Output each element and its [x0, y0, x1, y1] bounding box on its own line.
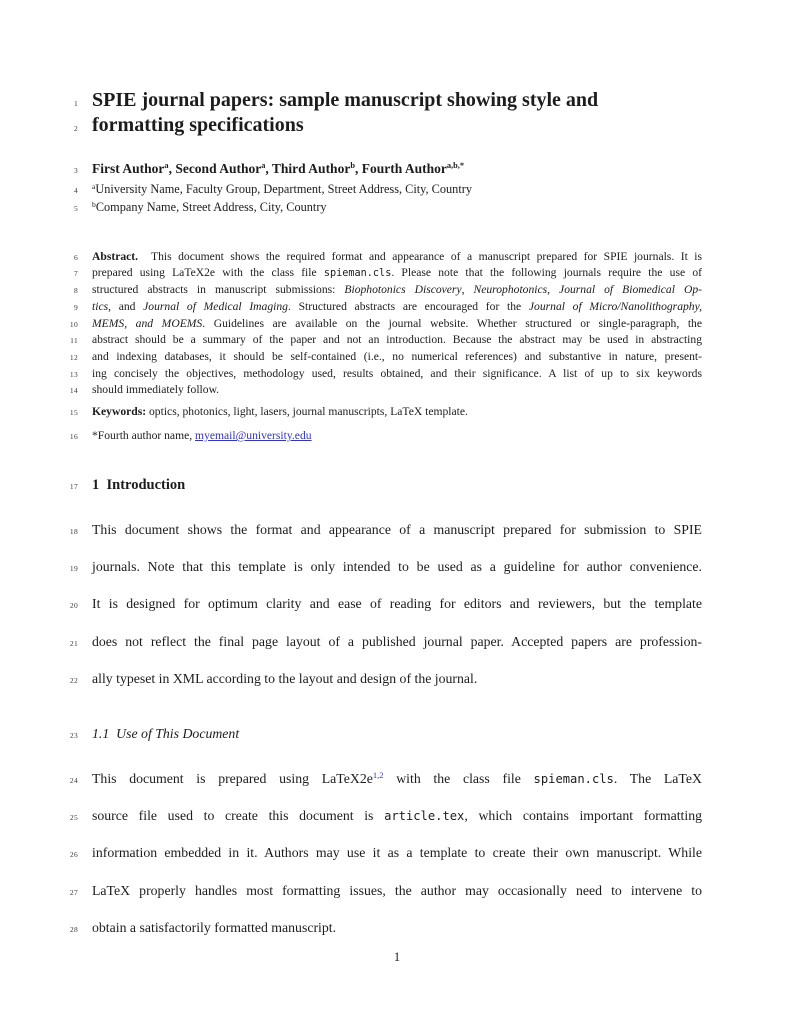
line-text	[92, 477, 185, 494]
doc-line-27	[56, 882, 702, 900]
line-text	[92, 920, 336, 936]
text-segment: ,	[547, 283, 560, 296]
text-segment: ing concisely the objectives, methodology used, results obtained, and their significance. A list of up to six keywords	[92, 367, 702, 380]
text-segment: and indexing databases, it should be self-contained (i.e., no numerical references) and substantive in nature, present-	[92, 350, 702, 363]
text-segment: with the class file	[383, 771, 534, 786]
line-number: 16	[69, 432, 78, 441]
line-text	[92, 283, 702, 296]
line-text	[92, 383, 219, 396]
line-number: 26	[69, 850, 78, 859]
line-text	[92, 300, 702, 313]
doc-line-22	[56, 670, 477, 688]
line-text	[92, 200, 327, 214]
doc-line-8	[56, 280, 702, 298]
line-text	[92, 726, 239, 742]
text-segment: optics, photonics, light, lasers, journal manuscripts, LaTeX template.	[146, 405, 468, 418]
text-segment: a	[164, 161, 169, 171]
email-link[interactable]: myemail@university.edu	[195, 429, 312, 442]
text-segment: b	[350, 161, 355, 171]
text-segment: . The LaTeX	[613, 771, 702, 786]
text-segment: Neurophotonics	[473, 283, 548, 296]
line-text	[92, 161, 464, 177]
doc-line-17	[56, 476, 185, 494]
text-segment: article.tex	[384, 809, 465, 823]
doc-line-19	[56, 558, 702, 576]
line-text	[92, 808, 702, 824]
text-segment: 1 Introduction	[92, 477, 186, 493]
line-number: 8	[73, 286, 78, 295]
doc-line-26	[56, 844, 702, 862]
doc-line-4	[56, 180, 472, 198]
text-segment: . Guidelines are available on the journal website. Whether structured or single-paragraph, the	[202, 317, 702, 330]
text-segment: , and	[108, 300, 144, 313]
text-segment: abstract should be a summary of the paper and not an introduction. Because the abstract may be used in abstracting	[92, 333, 702, 346]
line-number: 28	[69, 925, 78, 934]
line-text	[92, 182, 472, 196]
text-segment: It is designed for optimum clarity and ease of reading for editors and reviewers, but the template	[92, 596, 702, 611]
line-number: 3	[73, 166, 78, 175]
line-number: 21	[69, 639, 78, 648]
line-text	[92, 429, 312, 442]
text-segment: a,b,*	[446, 161, 465, 171]
doc-line-3	[56, 160, 464, 178]
text-segment: information embedded in it. Authors may use it as a template to create their own manuscript. While	[92, 845, 702, 860]
line-number: 13	[69, 370, 78, 379]
doc-line-21	[56, 633, 702, 651]
doc-line-18	[56, 521, 702, 539]
text-segment: Keywords:	[92, 405, 147, 418]
text-segment: , Third Author	[265, 161, 351, 176]
line-text	[92, 367, 702, 380]
line-number: 18	[69, 527, 78, 536]
doc-line-25	[56, 807, 702, 825]
text-segment: prepared using LaTeX2e with the class file	[92, 266, 324, 279]
line-number: 17	[69, 482, 78, 491]
line-number: 4	[73, 186, 78, 195]
text-segment: First Author	[92, 161, 165, 176]
text-segment: tics	[92, 300, 109, 313]
line-text	[92, 634, 702, 650]
line-text	[92, 317, 702, 330]
text-segment: Biophotonics Discovery	[344, 283, 462, 296]
line-text	[92, 671, 477, 687]
text-segment: This document shows the required format and appearance of a manuscript prepared for SPIE journals. It is	[151, 250, 703, 263]
text-segment: does not reflect the final page layout of a published journal paper. Accepted papers are profession-	[92, 634, 702, 649]
text-segment: . Structured abstracts are encouraged for the	[287, 300, 529, 313]
text-segment: source file used to create this document is	[92, 808, 385, 823]
doc-line-28	[56, 919, 336, 937]
text-segment: Abstract.	[92, 250, 152, 263]
doc-line-7	[56, 263, 702, 281]
line-text	[92, 845, 702, 861]
line-number: 5	[73, 204, 78, 213]
text-segment: This document is prepared using LaTeX2e	[92, 771, 373, 786]
page-number: 1	[393, 950, 401, 964]
text-segment: b	[92, 199, 96, 209]
text-segment: 1.1 Use of This Document	[92, 726, 240, 741]
doc-line-24	[56, 770, 702, 788]
doc-line-9	[56, 297, 702, 315]
text-segment: , which contains important formatting	[464, 808, 702, 823]
line-number: 7	[73, 269, 78, 278]
doc-line-16	[56, 426, 312, 444]
line-number: 6	[73, 253, 78, 262]
text-segment: SPIE journal papers: sample manuscript showing style and	[92, 89, 599, 111]
line-text	[92, 883, 702, 899]
line-text	[92, 333, 702, 346]
line-text	[92, 350, 702, 363]
line-number: 23	[69, 731, 78, 740]
doc-line-23	[56, 725, 239, 743]
line-text	[92, 559, 702, 575]
line-number: 10	[69, 320, 78, 329]
doc-line-15	[56, 402, 468, 420]
text-segment: journals. Note that this template is only intended to be used as a guideline for author convenience.	[92, 559, 702, 574]
doc-line-5	[56, 198, 327, 216]
doc-line-12	[56, 347, 702, 365]
text-segment: structured abstracts in manuscript submissions:	[92, 283, 345, 296]
doc-line-1	[56, 89, 598, 112]
line-text	[92, 89, 598, 112]
line-text	[92, 266, 702, 280]
text-segment: . Please note that the following journals require the use of	[391, 266, 702, 279]
line-number: 9	[73, 303, 78, 312]
doc-line-11	[56, 330, 702, 348]
doc-line-2	[56, 114, 304, 137]
text-segment: a	[261, 161, 266, 171]
text-segment: MEMS, and MOEMS	[92, 317, 203, 330]
line-text	[92, 596, 702, 612]
line-text	[92, 114, 304, 137]
doc-line-20	[56, 595, 702, 613]
text-segment: a	[92, 181, 96, 191]
text-segment: should immediately follow.	[92, 383, 220, 396]
line-text	[92, 771, 702, 787]
text-segment: spieman.cls	[533, 772, 614, 786]
line-number: 11	[70, 336, 78, 345]
line-number: 25	[69, 813, 78, 822]
text-segment: ,	[461, 283, 474, 296]
text-segment: , Second Author	[168, 161, 262, 176]
text-segment: obtain a satisfactorily formatted manuscript.	[92, 920, 337, 935]
text-segment: formatting specifications	[92, 114, 304, 136]
line-text	[92, 522, 702, 538]
line-number: 27	[69, 888, 78, 897]
line-number: 12	[69, 353, 78, 362]
line-number: 22	[69, 676, 78, 685]
text-segment: University Name, Faculty Group, Department, Street Address, City, Country	[95, 182, 472, 196]
text-segment: Journal of Biomedical Op-	[559, 283, 702, 296]
line-number: 15	[69, 408, 78, 417]
line-number: 20	[69, 601, 78, 610]
text-segment: Journal of Micro/Nanolithography,	[528, 300, 702, 313]
line-number: 24	[69, 776, 78, 785]
line-number: 1	[73, 99, 78, 108]
line-number: 19	[69, 564, 78, 573]
text-segment: Journal of Medical Imaging	[143, 300, 288, 313]
line-text	[92, 250, 702, 263]
line-text	[92, 405, 468, 418]
text-segment: This document shows the format and appearance of a manuscript prepared for submission to SPIE	[92, 522, 702, 537]
text-segment: LaTeX properly handles most formatting issues, the author may occasionally need to intervene to	[92, 883, 702, 898]
text-segment: Company Name, Street Address, City, Country	[95, 200, 327, 214]
line-number: 14	[69, 386, 78, 395]
text-segment: ally typeset in XML according to the layout and design of the journal.	[92, 671, 478, 686]
line-number: 2	[73, 124, 78, 133]
text-segment: *Fourth author name,	[92, 429, 196, 442]
text-segment: spieman.cls	[323, 268, 392, 279]
text-segment: , Fourth Author	[354, 161, 447, 176]
citation-link[interactable]: 1,2	[372, 770, 384, 781]
doc-line-14	[56, 380, 219, 398]
